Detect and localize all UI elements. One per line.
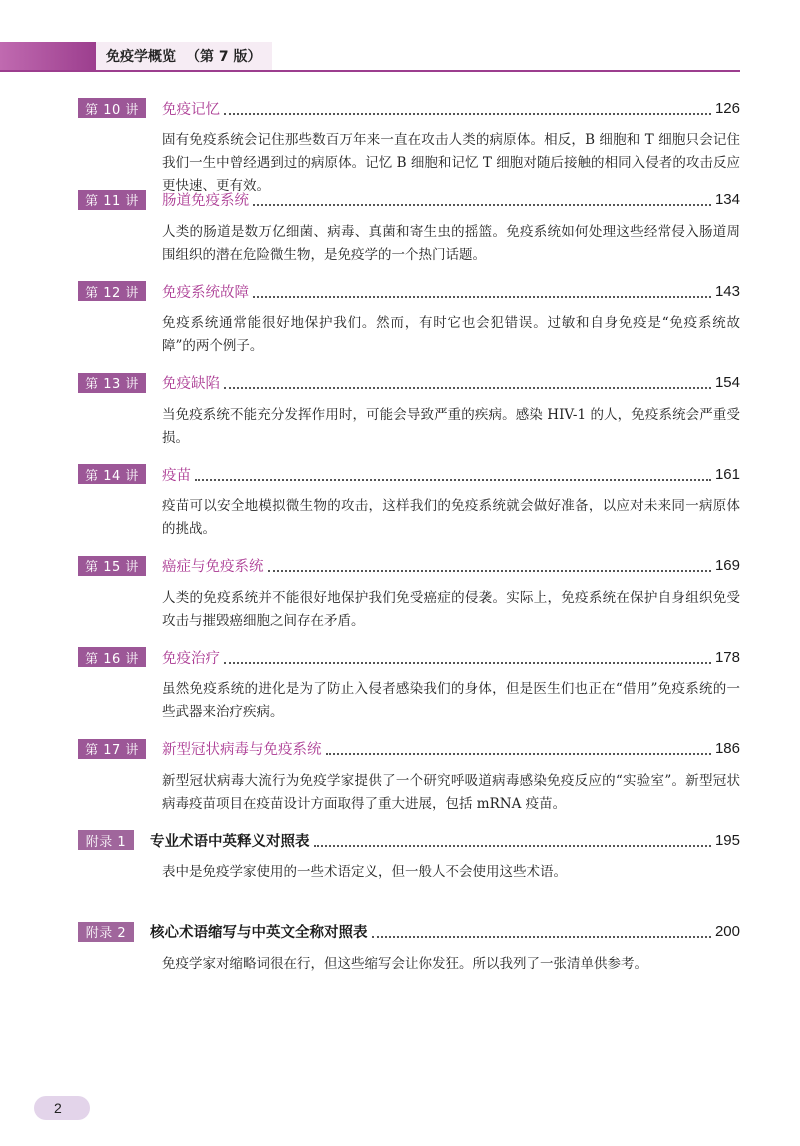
- dot-leader: [372, 934, 711, 938]
- appendix-badge: 附录 1: [78, 830, 134, 850]
- page-ref: 169: [714, 557, 740, 574]
- edition-label: （第 7 版）: [186, 49, 262, 65]
- dot-leader: [224, 111, 711, 115]
- lecture-badge: 第 15 讲: [78, 556, 146, 576]
- toc-entry-lecture-11[interactable]: [78, 188, 740, 280]
- toc-entry-lecture-17[interactable]: [78, 737, 740, 829]
- book-title: 免疫学概览: [106, 49, 176, 65]
- entry-description: 表中是免疫学家使用的一些术语定义，但一般人不会使用这些术语。: [162, 864, 567, 880]
- entry-title[interactable]: 疫苗: [162, 467, 191, 484]
- dot-leader: [253, 294, 711, 298]
- entry-title[interactable]: 核心术语缩写与中英文全称对照表: [150, 925, 368, 941]
- entry-title[interactable]: 癌症与免疫系统: [162, 559, 264, 575]
- lecture-badge: 第 17 讲: [78, 739, 146, 759]
- dot-leader: [268, 568, 711, 572]
- toc-entry-lecture-14[interactable]: [78, 462, 740, 554]
- page-ref: 195: [714, 831, 740, 849]
- toc-entry-lecture-13[interactable]: [78, 371, 740, 463]
- lecture-badge: 第 12 讲: [78, 281, 146, 301]
- entry-title[interactable]: 肠道免疫系统: [162, 193, 249, 209]
- dot-leader: [314, 843, 711, 847]
- entry-title[interactable]: 免疫缺陷: [162, 376, 220, 392]
- page-number-badge: [34, 1096, 90, 1120]
- dot-leader: [326, 751, 711, 755]
- entry-description: 当免疫系统不能充分发挥作用时，可能会导致严重的疾病。感染 HIV-1 的人，免疫系统会严重受损。: [162, 406, 740, 446]
- page-number: 2: [54, 1100, 62, 1116]
- page-ref: 143: [714, 282, 740, 300]
- entry-title[interactable]: 新型冠状病毒与免疫系统: [162, 742, 322, 758]
- page-ref: 154: [714, 374, 740, 391]
- entry-title[interactable]: 免疫系统故障: [162, 284, 249, 301]
- toc-entry-lecture-10[interactable]: [78, 96, 740, 194]
- entry-description: 免疫学家对缩略词很在行，但这些缩写会让你发狂。所以我列了一张清单供参考。: [162, 955, 648, 972]
- entry-title[interactable]: 免疫治疗: [162, 650, 220, 667]
- lecture-badge: 第 14 讲: [78, 464, 146, 484]
- appendix-badge: 附录 2: [78, 922, 134, 942]
- toc-entry-lecture-12[interactable]: [78, 279, 740, 371]
- entry-description: 免疫系统通常能很好地保护我们。然而，有时它也会犯错误。过敏和自身免疫是“免疫系统故障”的两个例子。: [162, 315, 740, 354]
- dot-leader: [224, 660, 711, 664]
- toc-entry-appendix-2[interactable]: [78, 920, 740, 1012]
- entry-title[interactable]: 免疫记忆: [162, 101, 220, 118]
- page-ref: 186: [714, 740, 740, 757]
- dot-leader: [253, 202, 711, 206]
- entry-description: 新型冠状病毒大流行为免疫学家提供了一个研究呼吸道病毒感染免疫反应的“实验室”。新型冠状病毒疫苗项目在疫苗设计方面取得了重大进展，包括 mRNA 疫苗。: [162, 772, 740, 812]
- entry-title[interactable]: 专业术语中英释义对照表: [150, 833, 310, 850]
- dot-leader: [224, 385, 711, 389]
- entry-description: 固有免疫系统会记住那些数百万年来一直在攻击人类的病原体。相反，B 细胞和 T 细胞只会记住我们一生中曾经遇到过的病原体。记忆 B 细胞和记忆 T 细胞对随后接触的相同入侵者的攻击反应更快速、更有效。: [162, 132, 740, 194]
- lecture-badge: 第 11 讲: [78, 190, 146, 210]
- page-ref: 178: [714, 648, 740, 666]
- lecture-badge: 第 13 讲: [78, 373, 146, 393]
- entry-description: 虽然免疫系统的进化是为了防止入侵者感染我们的身体，但是医生们也正在“借用”免疫系统的一些武器来治疗疾病。: [162, 681, 740, 720]
- toc-entry-lecture-16[interactable]: [78, 645, 740, 737]
- entry-description: 人类的肠道是数万亿细菌、病毒、真菌和寄生虫的摇篮。免疫系统如何处理这些经常侵入肠道周围组织的潜在危险微生物，是免疫学的一个热门话题。: [162, 223, 740, 263]
- header-color-band: [0, 42, 96, 70]
- header-rule: [0, 70, 740, 72]
- page-ref: 126: [714, 99, 740, 117]
- running-header: [96, 42, 272, 70]
- table-of-contents: [78, 96, 740, 1011]
- toc-entry-appendix-1[interactable]: [78, 828, 740, 920]
- lecture-badge: 第 16 讲: [78, 647, 146, 667]
- entry-description: 人类的免疫系统并不能很好地保护我们免受癌症的侵袭。实际上，免疫系统在保护自身组织免受攻击与摧毁癌细胞之间存在矛盾。: [162, 589, 740, 629]
- page-ref: 161: [714, 465, 740, 483]
- entry-description: 疫苗可以安全地模拟微生物的攻击，这样我们的免疫系统就会做好准备，以应对未来同一病原体的挑战。: [162, 498, 740, 537]
- page-ref: 200: [714, 923, 740, 940]
- lecture-badge: 第 10 讲: [78, 98, 146, 118]
- page-ref: 134: [714, 191, 740, 208]
- toc-entry-lecture-15[interactable]: [78, 554, 740, 646]
- dot-leader: [195, 477, 711, 481]
